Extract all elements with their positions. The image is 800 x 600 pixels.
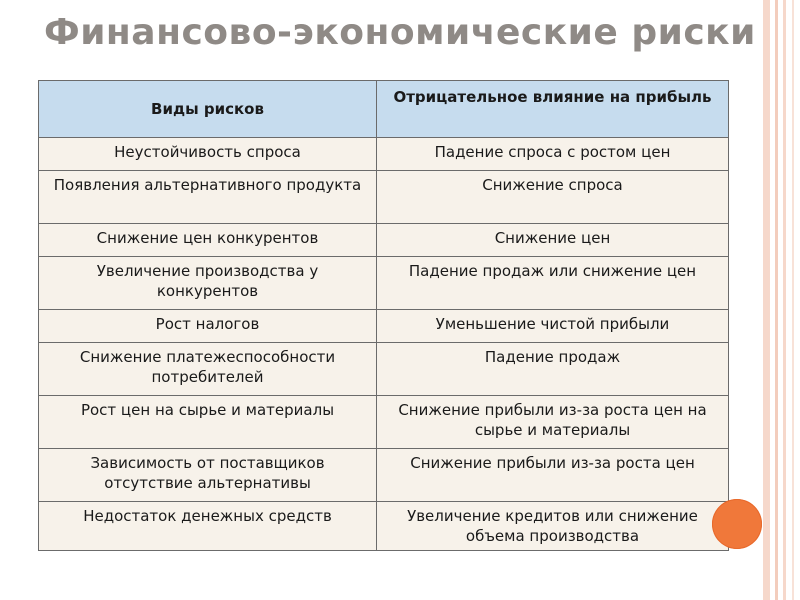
table-row [39, 502, 729, 551]
impact-cell: Падение спроса с ростом цен [377, 138, 729, 171]
risk-type-cell: Неустойчивость спроса [39, 138, 377, 171]
table-header-row [39, 81, 729, 138]
risk-type-cell: Появления альтернативного продукта [39, 171, 377, 224]
table-row [39, 224, 729, 257]
decorative-border-strip [783, 0, 786, 600]
slide-title: Финансово-экономические риски [44, 12, 756, 53]
table-row [39, 396, 729, 449]
risk-type-cell: Рост налогов [39, 310, 377, 343]
impact-cell: Увеличение кредитов или снижение объема производства [377, 502, 729, 551]
table-row [39, 343, 729, 396]
table-row [39, 449, 729, 502]
risk-type-cell: Снижение платежеспособности потребителей [39, 343, 377, 396]
risk-type-cell: Снижение цен конкурентов [39, 224, 377, 257]
decorative-border-strip [775, 0, 778, 600]
header-risk-types: Виды рисков [39, 81, 377, 138]
impact-cell: Падение продаж [377, 343, 729, 396]
risk-type-cell: Недостаток денежных средств [39, 502, 377, 551]
decorative-circle [712, 499, 762, 549]
risk-type-cell: Рост цен на сырье и материалы [39, 396, 377, 449]
table-row [39, 138, 729, 171]
decorative-border-strip [763, 0, 770, 600]
impact-cell: Снижение прибыли из-за роста цен на сырье и материалы [377, 396, 729, 449]
table-row [39, 310, 729, 343]
impact-cell: Уменьшение чистой прибыли [377, 310, 729, 343]
decorative-border-strip [792, 0, 794, 600]
impact-cell: Снижение прибыли из-за роста цен [377, 449, 729, 502]
table-row [39, 171, 729, 224]
header-negative-impact: Отрицательное влияние на прибыль [377, 81, 729, 138]
impact-cell: Снижение спроса [377, 171, 729, 224]
risk-type-cell: Зависимость от поставщиков отсутствие альтернативы [39, 449, 377, 502]
risks-table [38, 80, 729, 551]
table-row [39, 257, 729, 310]
risk-type-cell: Увеличение производства у конкурентов [39, 257, 377, 310]
impact-cell: Падение продаж или снижение цен [377, 257, 729, 310]
impact-cell: Снижение цен [377, 224, 729, 257]
